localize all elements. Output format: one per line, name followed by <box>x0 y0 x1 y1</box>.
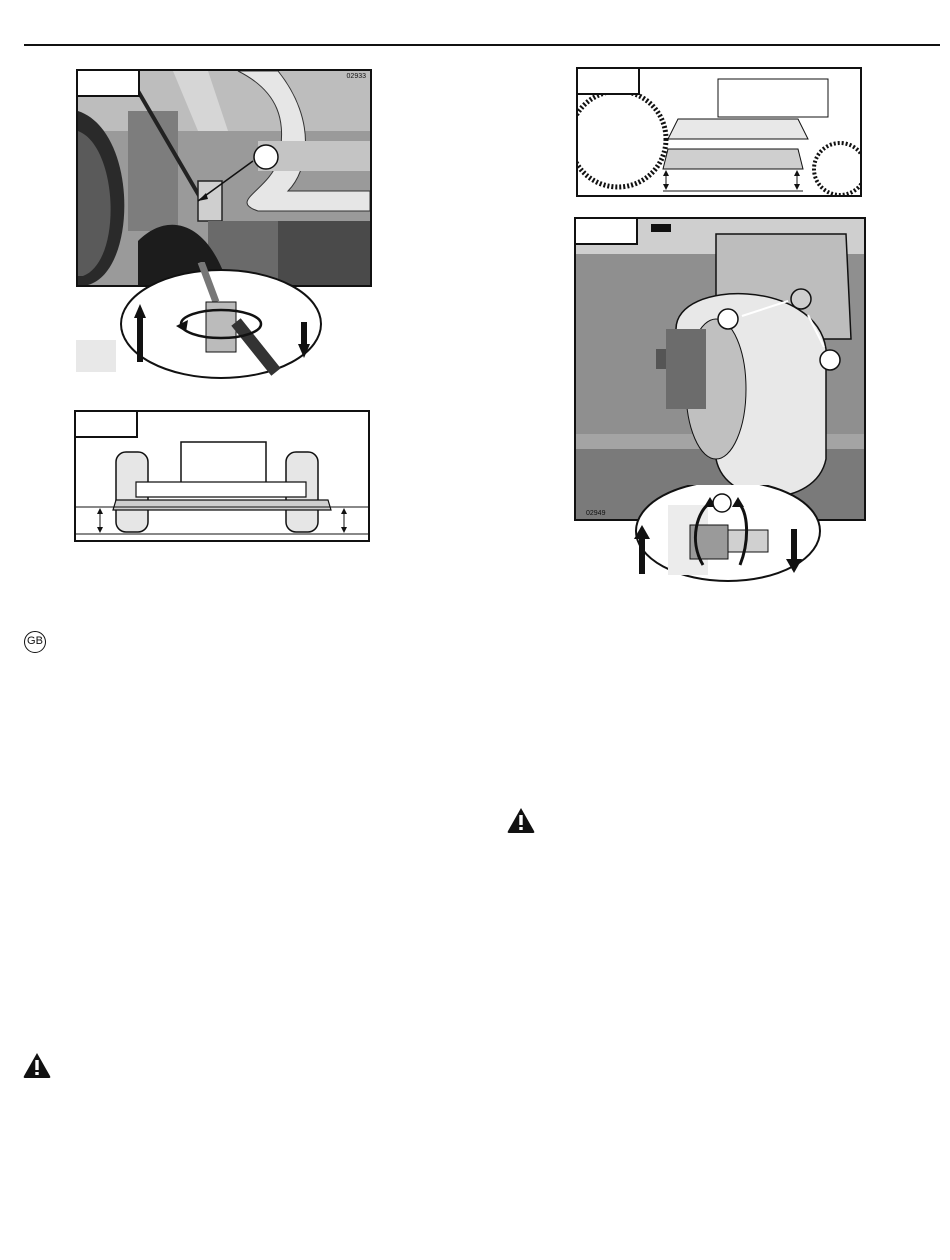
callout-circle-1 <box>254 145 278 169</box>
figure-2-deck-front-view <box>74 410 370 542</box>
callout-circle-2 <box>820 350 840 370</box>
warning-icon <box>506 806 536 834</box>
warning-icon <box>22 1051 52 1079</box>
figure-3-deck-side-view <box>576 67 862 197</box>
language-badge: GB <box>24 631 46 653</box>
figure-number-tab <box>576 219 638 245</box>
figure-code: 02949 <box>586 510 606 517</box>
callout-circle-1 <box>718 309 738 329</box>
figure-number-tab <box>578 69 640 95</box>
figure-4-gauge-wheel <box>574 217 866 521</box>
figure-number-tab <box>76 412 138 438</box>
header-rule <box>24 44 940 46</box>
figure-4-zoom-detail <box>628 485 828 585</box>
figure-1-zoom-detail <box>76 262 336 386</box>
figure-code: 02933 <box>346 73 366 80</box>
callout-circle-3 <box>713 494 731 512</box>
figure-4-illustration <box>576 219 864 519</box>
figure-1-height-adjust-rod <box>76 69 372 287</box>
figure-1-illustration <box>78 71 370 285</box>
figure-number-tab <box>78 71 140 97</box>
